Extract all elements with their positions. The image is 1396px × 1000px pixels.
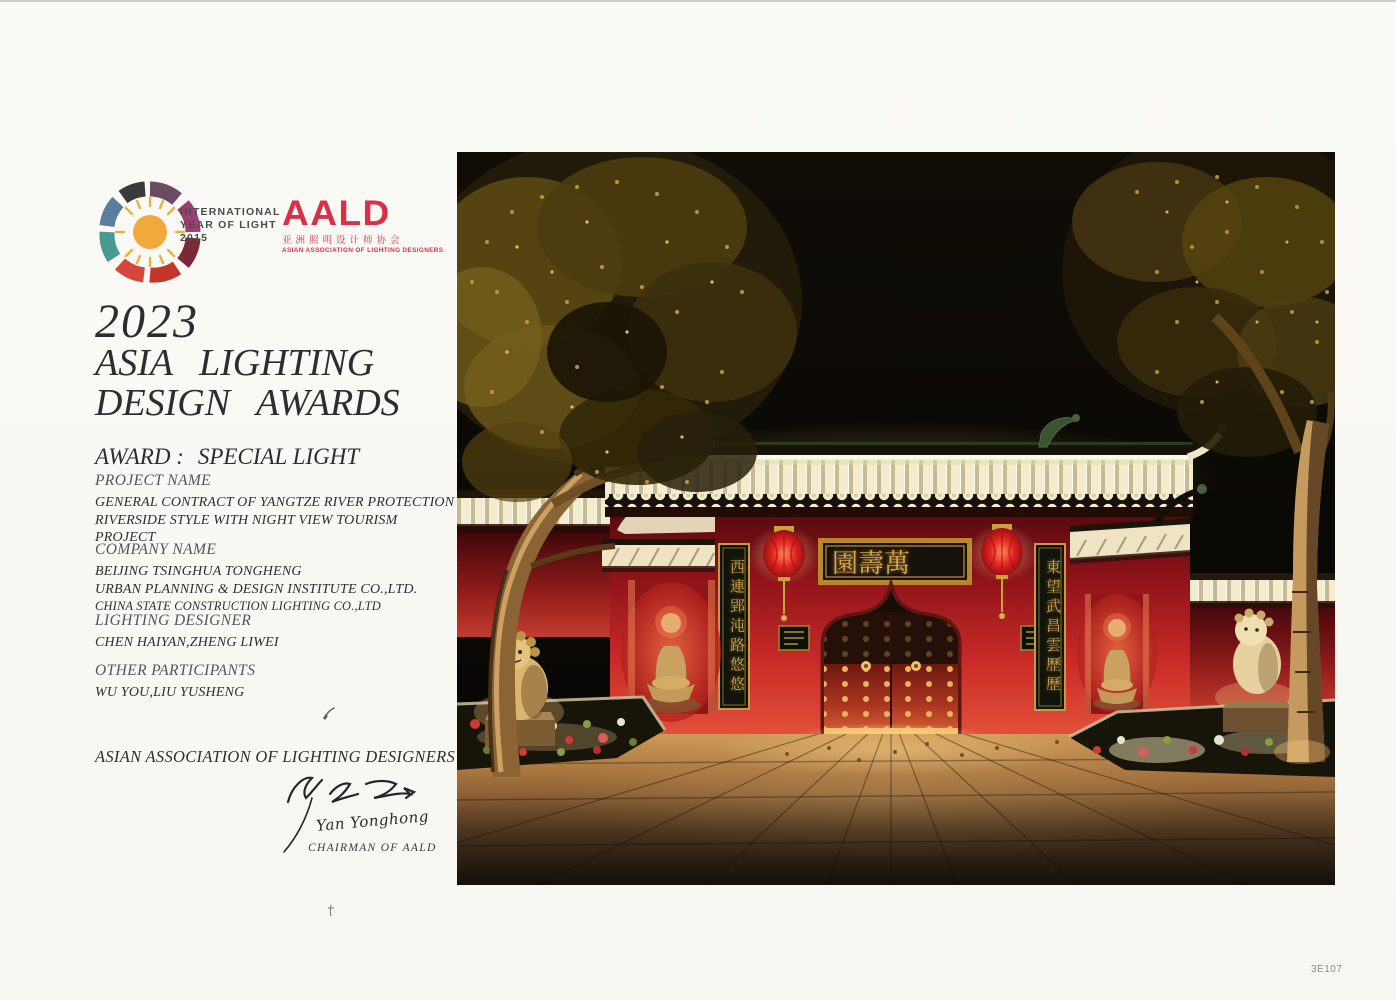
iyl-line-2: YEAR OF LIGHT [180,219,277,231]
bottom-vignette [457,792,1335,885]
pen-mark [327,904,335,922]
iyl-line-1: INTERNATIONAL [180,206,281,218]
section-label: PROJECT NAME [95,472,212,489]
section-line: BEIJING TSINGHUA TONGHENG [95,564,302,579]
section-label: COMPANY NAME [95,541,217,558]
section-company-name [95,541,455,616]
award-photo [457,152,1335,885]
award-value: SPECIAL LIGHT [197,444,360,469]
iyl-line-3: 2015 [180,232,209,244]
section-other-participants [95,662,455,702]
section-line: WU YOU,LIU YUSHENG [95,685,245,700]
aald-chinese-name: 亚洲照明设计师协会 [282,236,404,246]
aald-tagline: ASIAN ASSOCIATION OF LIGHTING DESIGNERS [282,247,444,254]
association-line: ASIAN ASSOCIATION OF LIGHTING DESIGNERS [95,747,456,766]
section-line: RIVERSIDE STYLE WITH NIGHT VIEW TOURISM PROJECT [95,512,398,545]
section-line: URBAN PLANNING & DESIGN INSTITUTE CO.,LTD. [95,581,418,597]
award-line [95,444,359,470]
signature-block [278,768,448,868]
couplet-left-calligraphy: 西連郢沌路悠悠 [728,558,744,696]
temple-night-scene [457,152,1335,885]
section-line: CHINA STATE CONSTRUCTION LIGHTING CO.,LTD [95,599,381,613]
section-line: CHEN HAIYAN,ZHENG LIWEI [95,635,279,650]
section-line: GENERAL CONTRACT OF YANGTZE RIVER PROTECTION [95,495,455,510]
iyl-logo-text [180,206,281,245]
title-line-2: DESIGN AWARDS [95,382,400,424]
signature-name: Yan Yonghong [315,807,430,835]
section-label: OTHER PARTICIPANTS [95,662,256,679]
plaque-calligraphy: 園壽萬 [832,548,911,578]
section-lighting-designer [95,612,455,652]
aald-logo [282,193,444,254]
scan-code: 3E107 [1311,964,1343,975]
couplet-right-calligraphy: 東望武昌雲歷歷 [1044,558,1060,696]
signature-title: CHAIRMAN OF AALD [308,842,437,854]
scan-edge [0,0,1396,2]
section-project-name [95,472,455,547]
award-label: AWARD : [95,444,184,469]
title-year: 2023 [95,295,199,348]
title-line-1: ASIA LIGHTING [95,342,375,384]
pen-mark [322,707,336,726]
wall-sign-left [779,626,809,650]
aald-wordmark: AALD [282,193,391,233]
section-label: LIGHTING DESIGNER [95,612,252,629]
